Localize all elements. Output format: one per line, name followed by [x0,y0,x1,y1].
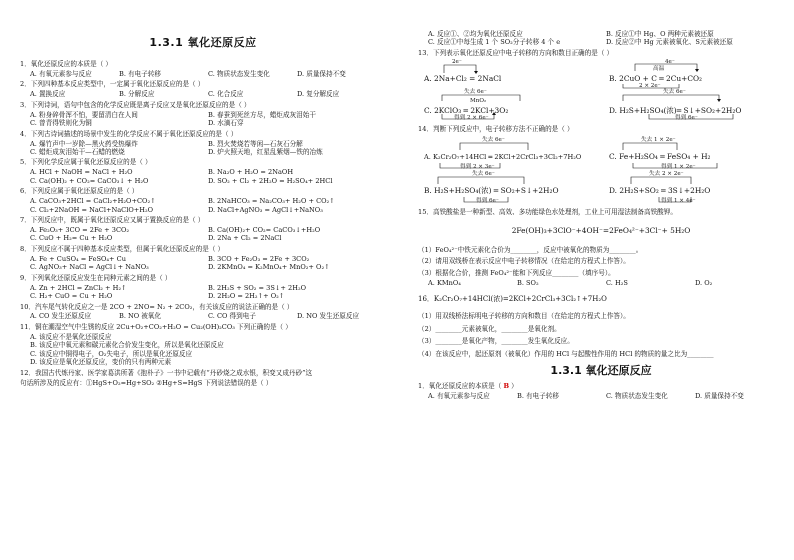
option-label: A. [424,73,432,83]
q15-option: C. H₂S [606,278,628,287]
equation-text [609,106,741,115]
equation-text [424,153,581,161]
question-option: D. NaCl+AgNO₃ = AgCl↓+NaNO₃ [208,205,323,214]
question-option: D. 水滴石穿 [208,119,244,128]
equation: K₂Cr₂O₇+14HCl ═ 2KCl+2CrCl₃+3Cl₂+7H₂O [432,153,582,162]
answer-q1-option: D. 质量保持不变 [695,392,744,401]
page-title: 1.3.1 氧化还原反应 [149,36,257,49]
equation: H₂S+H₂SO₄(浓) ═ SO₂+S↓+2H₂O [434,186,559,196]
question-stem: 9．下列氧化还原反应发生在同种元素之间的是（ ） [20,273,172,282]
answer-q1-options [428,392,784,400]
q13-equations [424,59,784,121]
q13-stem: 13．下列表示氧化还原反应中电子转移的方向和数目正确的是（ ） [418,48,614,57]
q13-equation-a [424,59,599,89]
question-option: A. 该反应不是氧化还原反应 [30,332,112,341]
question-option: C. Cl₂+2NaOH = NaCl+NaClO+H₂O [30,205,154,214]
q15-equation: 2Fe(OH)₃+3ClO⁻+4OH⁻=2FeO₄²⁻+3Cl⁻+ 5H₂O [511,226,691,236]
q14-equation-c [609,136,784,170]
option-label: A. [424,153,431,162]
question-option: B. 2NaHCO₃ = Na₂CO₃+ H₂O + CO₂↑ [208,197,335,206]
question-option: B. 分解反应 [119,90,155,99]
question-option: D. SO₂ + Cl₂ + 2H₂O = H₂SO₄+ 2HCl [208,176,333,185]
question-option: B. Ca(OH)₂+ CO₂= CaCO₃↓+H₂O [208,226,321,235]
equation: Fe+H₂SO₄ ═ FeSO₄ + H₂ [619,152,711,162]
q15-sub-3: （3）根据化合价，推测 FeO₄²⁻能和下列反应________（填序号）。 [418,268,615,277]
question-stem: 8．下列反应不属于四种基本反应类型，但属于氧化还原反应的是（ ） [20,244,225,253]
transfer-label: 得到 1 × 4e⁻ [661,197,696,204]
question-options [30,312,386,320]
question-option: B. 该反应中氧元素和碳元素化合价发生变化，所以是氧化还原反应 [30,341,224,350]
question-option: B. 春蚕到死丝方尽，蜡炬成灰泪始干 [208,110,316,119]
transfer-label: 失去 6e⁻ [663,89,686,96]
question-stem: 2．下列四种基本反应类型中，一定属于氧化还原反应的是（ ） [20,80,205,89]
question-stem: 4．下列古诗词描述的场景中发生的化学反应不属于氧化还原反应的是（ ） [20,129,238,138]
question-option: A. 粉身碎骨浑不怕，要留清白在人间 [30,110,138,119]
question-options [30,168,386,185]
question-option: A. Fe + CuSO₄ = FeSO₄+ Cu [30,254,126,263]
question-stem: 1．氧化还原反应的本质是（ ） [20,60,113,69]
transfer-label: 失去 6e⁻ [464,89,487,96]
question-options [30,111,386,128]
question-options [30,140,386,157]
question-option: D. 该反应是氧化还原反应，变价的只有两种元素 [30,358,172,367]
option-label: C. [609,152,617,162]
question-option: C. H₂+ CuO = Cu + H₂O [30,292,113,301]
question-option: C. 物质状态发生变化 [208,70,270,79]
question-option: C. 蜡炬成灰泪始干—石蜡的燃烧 [30,148,125,157]
option-label: D. [609,186,618,196]
q15-sub-2: （2）请用双线桥在表示反应中电子转移情况（在给定的方程式上作答）。 [418,257,630,266]
question-option: D. 2Na + Cl₂ = 2NaCl [208,234,282,243]
q13-equation-c [424,89,599,121]
question-stem: 3．下列诗词，语句中包含的化学反应既是离子反应又是氧化还原反应的是（ ） [20,100,251,109]
question-options [30,90,386,98]
question-stem: 12．我国古代炼丹家、医学家葛洪所著《抱朴子》一书中记载有“丹砂烧之成水银，积变又成丹砂”这 [20,368,313,377]
transfer-label: 得到 6e⁻ [476,197,499,204]
transfer-label: 得到 2 × 6e⁻ [454,115,489,122]
option-label: D. [609,105,618,115]
question-option: D. NO 发生还原反应 [297,312,360,321]
answer-q1-option: C. 物质状态发生变化 [606,392,668,401]
transfer-label: 得到 2 × 3e⁻ [460,163,495,170]
question-option: D. 炉火照天地，红星乱紫烟—铁的冶炼 [208,148,323,157]
answer-key: B [503,382,510,391]
answer-q1-stem [418,382,784,390]
equation-text [609,186,710,195]
q12-option: C. 反应①中每生成 1 个 SO₂分子转移 4 个 e [428,38,561,47]
question-options [30,197,386,214]
transfer-label: 得到 1 × 2e⁻ [661,163,696,170]
equation-text [609,152,711,161]
question-option: A. 有氧元素参与反应 [30,70,92,79]
equation-text [424,186,559,195]
q15-option: B. SO₂ [517,278,539,287]
equation: 2KClO₃ ═ 2KCl+3O₂ [434,105,509,115]
option-label: B. [424,186,432,196]
q14-equation-a [424,136,599,170]
q14-stem: 14．判断下列反应中，电子转移方法不正确的是（ ） [418,125,574,134]
question-options [30,255,386,272]
q14-equation-b [424,170,599,204]
question-stem: 7．下列反应中，既属于氧化还原反应又属于置换反应的是（ ） [20,216,205,225]
question-option: B. 2H₂S + SO₂ = 3S↓+ 2H₂O [208,283,306,292]
question-option: A. CO 发生还原反应 [30,312,92,321]
equation: 2Na+Cl₂ = 2NaCl [434,73,502,83]
question-option: D. 复分解反应 [297,90,340,99]
question-option: C. 化合反应 [208,90,244,99]
question-options [30,226,386,243]
q15-option: D. O₂ [695,278,713,287]
q15-options [428,279,784,287]
equation-text [424,74,501,83]
question-option: A. Zn + 2HCl = ZnCl₂ + H₂↑ [30,283,127,292]
q13-equation-d [609,89,784,121]
left-column [20,0,386,388]
question-option: A. 置换反应 [30,90,66,99]
answer-q1-option: A. 有氧元素参与反应 [428,392,490,401]
q12-option: B. 反应①中 Hg、O 两种元素被还原 [606,30,714,38]
option-label: C. [424,105,432,115]
answer-section-title: 1.3.1 氧化还原反应 [550,364,652,378]
answer-q1-suffix: ） [511,382,518,391]
question-stem: 10．汽车尾气转化反应之一是 2CO + 2NO= N₂ + 2CO₂，有关该反应的说法正确的是（ ） [20,302,294,311]
question-stem: 11．铜在潮湿空气中生锈的反应 2Cu+O₂+CO₂+H₂O = Cu₂(OH)₂CO₃ 下列正确的是（ ） [20,322,292,331]
q15-option: A. KMnO₄ [428,278,461,287]
q16-sub-2: （2）________元素被氧化，________是氧化剂。 [418,324,561,333]
q12-option: A. 反应①、②均为氧化还原反应 [428,30,523,38]
q14-equation-d [609,170,784,204]
equation: 2H₂S+SO₂ ═ 3S↓+2H₂O [619,186,711,196]
question-option: C. CuO + H₂= Cu + H₂O [30,234,113,243]
condition-label: 高温 [653,66,665,73]
transfer-label: 得到 6e⁻ [675,115,698,122]
question-stem: 5．下列化学反应属于氧化还原反应的是（ ） [20,158,152,167]
equation: H₂S+H₂SO₄(浓)═ S↓+SO₂+2H₂O [619,105,742,115]
equation-text [609,74,702,83]
question-option: A. CaCO₃+2HCl = CaCl₂+H₂O+CO₂↑ [30,197,156,206]
question-option: C. 曾青得铁则化为铜 [30,119,92,128]
question-option: D. 质量保持不变 [297,70,346,79]
question-option: D. 2H₂O = 2H₂↑+ O₂↑ [208,292,285,301]
question-option: D. 2KMnO₄ = K₂MnO₄+ MnO₂+ O₂↑ [208,263,330,272]
question-option: A. 爆竹声中一岁除—黑火药受热爆炸 [30,139,138,148]
option-label: B. [609,73,617,83]
question-option: A. Fe₂O₃+ 3CO = 2Fe + 3CO₂ [30,226,130,235]
transfer-label: 4e⁻ [665,59,675,66]
question-option: C. Ca(OH)₂ + CO₂= CaCO₃↓ + H₂O [30,176,149,185]
transfer-label: 失去 6e⁻ [482,136,505,143]
transfer-label: 失去 6e⁻ [472,170,495,177]
transfer-label: 2e⁻ [452,59,462,66]
q16-sub-4: （4）在该反应中，起还原剂（被氧化）作用的 HCl 与起酸性作用的 HCl 的物质的量之比为________ [418,349,714,358]
question-option: B. 3CO + Fe₂O₃ = 2Fe + 3CO₂ [208,254,310,263]
q16-sub-1: （1）用双线桥法标明电子转移的方向和数目（在给定的方程式上作答）。 [418,312,630,321]
question-option: C. CO 得到电子 [208,312,256,321]
answer-q1-prefix: 1．氧化还原反应的本质是（ [418,382,502,391]
q12-option: D. 反应②中 Hg 元素被氧化、S元素被还原 [606,38,733,47]
question-option: C. AgNO₃+ NaCl = AgCl↓+ NaNO₃ [30,263,149,272]
answer-q1-option: B. 有电子转移 [517,392,560,401]
question-option: B. NO 被氧化 [119,312,162,321]
q15-sub-1: （1）FeO₄²⁻中铁元素化合价为________，反应中被氧化的物质为________。 [418,245,643,254]
q16-stem: 16．K₂Cr₂O₇+14HCl(浓)=2KCl+2CrCl₃+3Cl₂↑+7H₂O [418,295,607,304]
q15-stem: 15．高铁酸盐是一种新型、高效、多功能绿色水处理剂，工业上可用湿法制备高铁酸钾。 [418,207,677,216]
question-stem: 句话所涉及的反应有：①HgS+O₂=Hg+SO₂ ②Hg+S=HgS 下列说法错误的是（ ） [20,378,273,387]
q16-sub-3: （3）________是氧化产物，________发生氧化反应。 [418,337,574,346]
q12-options [428,30,784,47]
question-option: B. 有电子转移 [119,70,162,79]
transfer-label: 2 × 2e⁻ [639,83,661,90]
condition-label: MnO₂ [470,98,487,105]
question-option: B. Na₂O + H₂O = 2NaOH [208,168,294,177]
q14-equations [424,136,784,204]
question-option: B. 烈火焚烧若等闲—石灰石分解 [208,139,303,148]
transfer-label: 失去 2 × 2e⁻ [649,170,684,177]
right-column [418,30,784,403]
question-options [30,284,386,301]
q13-equation-b [609,59,784,89]
equation: 2CuO + C ═ 2Cu+CO₂ [619,73,702,83]
transfer-label: 失去 1 × 2e⁻ [641,136,676,143]
question-option: C. 该反应中铜得电子，O₂失电子，所以是氧化还原反应 [30,349,193,358]
question-option: A. HCl + NaOH = NaCl + H₂O [30,168,133,177]
question-options [30,333,386,367]
question-options [30,70,386,78]
question-list [20,60,386,387]
equation-text [424,106,508,115]
question-stem: 6．下列反应属于氧化还原反应的是（ ） [20,187,139,196]
